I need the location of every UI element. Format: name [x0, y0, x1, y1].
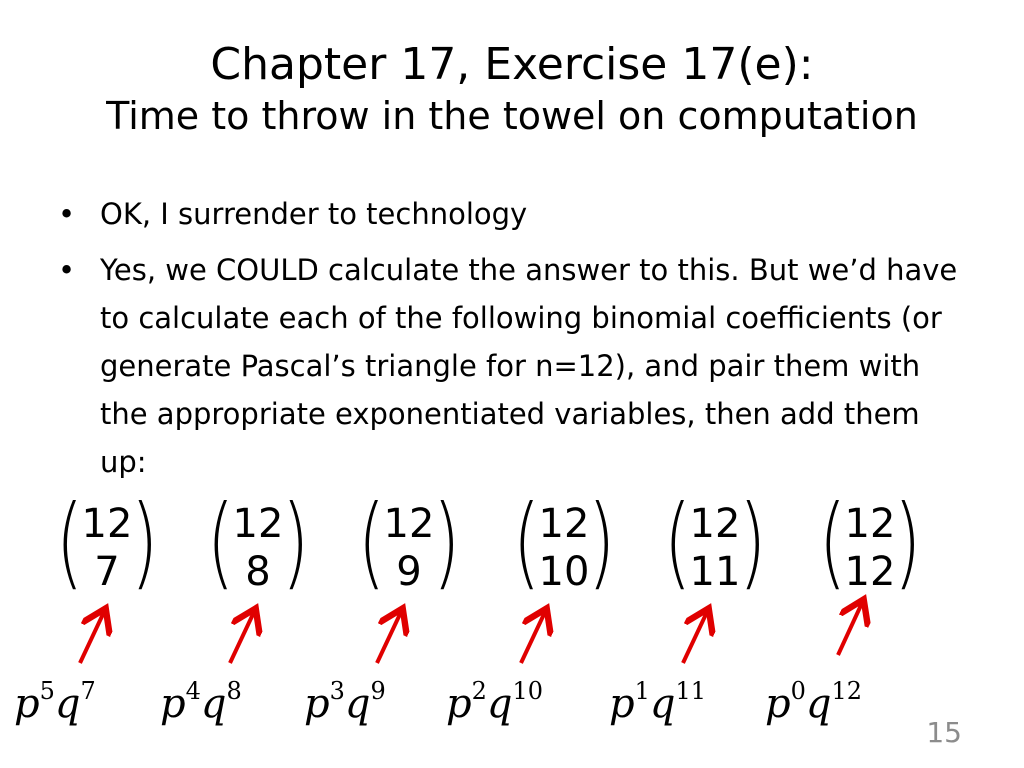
- binomial-k: 8: [245, 549, 271, 595]
- title-line-1: Chapter 17, Exercise 17(e):: [210, 39, 814, 90]
- p-exponent: 5: [39, 677, 55, 705]
- p-exponent: 3: [329, 677, 345, 705]
- q-exponent: 11: [675, 677, 707, 705]
- binomial-n: 12: [844, 501, 896, 547]
- binomial-n: 12: [81, 501, 133, 547]
- bullet-item: [58, 190, 968, 238]
- red-arrow: [230, 612, 254, 663]
- q-exponent: 7: [80, 677, 96, 705]
- pq-term: $p^5q^7$: [14, 677, 96, 727]
- pq-term: $p^2q^{10}$: [446, 677, 544, 727]
- bullet-item: [58, 246, 968, 486]
- binomial-k: 11: [689, 549, 741, 595]
- binomial-coefficient: ( ) 12 12: [815, 500, 925, 596]
- pq-term: $p^4q^8$: [160, 677, 242, 727]
- binomial-k: 9: [396, 549, 422, 595]
- p-exponent: 0: [790, 677, 806, 705]
- binomial-n: 12: [232, 501, 284, 547]
- pq-term: $p^3q^9$: [304, 677, 386, 727]
- binomial-coefficient: ( ) 12 7: [52, 500, 162, 596]
- red-arrow: [521, 612, 545, 663]
- q-exponent: 10: [512, 677, 544, 705]
- bullet-dot: •: [58, 253, 76, 287]
- q-exponent: 8: [226, 677, 242, 705]
- p-exponent: 1: [634, 677, 650, 705]
- binomial-coefficient: ( ) 12 10: [509, 500, 619, 596]
- binomial-n: 12: [689, 501, 741, 547]
- binomial-n: 12: [538, 501, 590, 547]
- bullet-text: OK, I surrender to technology: [100, 197, 528, 231]
- red-arrow: [683, 612, 707, 663]
- pq-term: $p^1q^{11}$: [609, 677, 707, 727]
- p-exponent: 2: [471, 677, 487, 705]
- red-arrow: [80, 612, 104, 663]
- binomial-coefficient: ( ) 12 8: [203, 500, 313, 596]
- slide-title: [0, 40, 1024, 138]
- p-exponent: 4: [185, 677, 201, 705]
- binomial-k: 10: [538, 549, 590, 595]
- binomial-n: 12: [383, 501, 435, 547]
- q-exponent: 9: [370, 677, 386, 705]
- binomial-k: 7: [94, 549, 120, 595]
- binomial-coefficient: ( ) 12 11: [660, 500, 770, 596]
- binomial-coefficient: ( ) 12 9: [354, 500, 464, 596]
- page-number: 15: [926, 716, 962, 749]
- bullet-list: [58, 190, 968, 494]
- title-line-2: Time to throw in the towel on computation: [106, 93, 918, 138]
- binomial-k: 12: [844, 549, 896, 595]
- q-exponent: 12: [831, 677, 863, 705]
- bullet-text: Yes, we COULD calculate the answer to this. But we’d have to calculate each of the following binomial coefficients (or generate Pascal’s triangle for n=12), and pair them with the appropriate exponentiated variables, then add them up:: [100, 253, 958, 479]
- pq-term: $p^0q^{12}$: [765, 677, 863, 727]
- bullet-dot: •: [58, 197, 76, 231]
- red-arrow: [838, 603, 862, 655]
- red-arrow: [377, 612, 401, 663]
